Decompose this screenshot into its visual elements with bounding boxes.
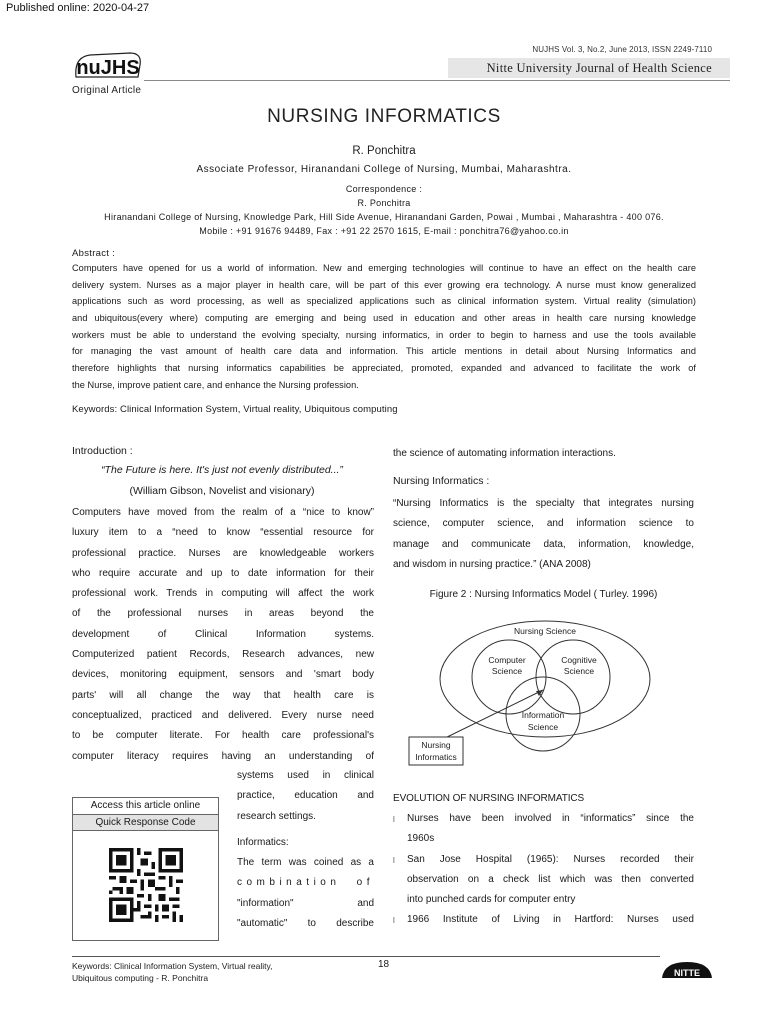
body-line: development of Clinical Information systems. <box>72 628 374 640</box>
body-line: who require accurate and up to date information for their <box>72 567 374 579</box>
intro-quote: “The Future is here. It's just not evenly distributed...” <box>101 464 343 476</box>
nursing-informatics-body <box>393 494 694 575</box>
bullet-icon: l <box>393 815 395 824</box>
introduction-heading: Introduction : <box>72 445 133 457</box>
body-line: computer literacy requires having an understanding of <box>72 750 374 762</box>
intro-quote-attribution: (William Gibson, Novelist and visionary) <box>129 485 315 497</box>
body-line: the science of automating information interactions. <box>393 448 616 459</box>
body-line: devices, monitoring equipment, sensors and 'smart body <box>72 669 374 681</box>
qr-code-label: Quick Response Code <box>73 815 218 831</box>
logo-text: nuJHS <box>76 57 140 79</box>
correspondence-address: Hiranandani College of Nursing, Knowledge Park, Hill Side Avenue, Hiranandani Garden, Powai , Mumbai , Maharashtra - 400 076. <box>104 212 664 222</box>
evolution-heading: EVOLUTION OF NURSING INFORMATICS <box>393 793 585 804</box>
author-affiliation: Associate Professor, Hiranandani College of Nursing, Mumbai, Maharashtra. <box>196 164 572 175</box>
correspondence-name: R. Ponchitra <box>357 198 411 208</box>
body-line: to be computer literate. For health care professional's <box>72 730 374 742</box>
cognitive-science-label-2: Science <box>563 666 595 676</box>
footer-line: Ubiquitous computing - R. Ponchitra <box>72 973 209 983</box>
list-item-line: observation on a check list which was then converted <box>407 873 694 885</box>
article-type: Original Article <box>72 85 142 96</box>
informatics-continued <box>393 444 694 464</box>
list-item-line: San Jose Hospital (1965): Nurses recorded their <box>407 853 694 865</box>
body-line: and wisdom in nursing practice.” (ANA 2008) <box>393 558 591 570</box>
abstract-line: and ubiquitous(every where) computing are emerging and being used in education and other areas in health care nursing knowledge <box>72 313 696 324</box>
body-line: combination of <box>237 877 374 889</box>
nursing-science-label: Nursing Science <box>514 626 576 636</box>
keywords: Keywords: Clinical Information System, Virtual reality, Ubiquitous computing <box>72 404 398 415</box>
nursing-informatics-heading: Nursing Informatics : <box>393 475 490 487</box>
correspondence-heading: Correspondence : <box>345 184 423 194</box>
list-item <box>393 809 694 850</box>
body-line: of the professional nurses in areas beyond the <box>72 608 374 620</box>
footer-divider <box>72 956 660 957</box>
body-line: science, computer science, and information science to <box>393 518 694 530</box>
list-item <box>393 910 694 930</box>
journal-logo <box>72 47 144 81</box>
body-line: “Nursing Informatics is the specialty that integrates nursing <box>393 498 694 509</box>
published-date: Published online: 2020-04-27 <box>6 2 150 14</box>
page-number: 18 <box>378 959 390 970</box>
access-online-box <box>72 797 219 941</box>
nursing-informatics-label-1: Nursing <box>421 740 451 750</box>
abstract-line: the Nurse, improve patient care, and enhance the Nursing profession. <box>72 379 359 390</box>
abstract-line: therefore highlights that nursing informatics capabilities be appreciated, promoted, expanded and advanced to facilitate the work of <box>72 363 696 374</box>
publisher-logo <box>660 958 714 984</box>
body-line: luxury item to a “need to know “essential resource for <box>72 527 374 539</box>
figure-caption: Figure 2 : Nursing Informatics Model ( Turley. 1996) <box>429 589 658 600</box>
computer-science-circle <box>472 640 546 714</box>
journal-name: Nitte University Journal of Health Science <box>486 61 712 75</box>
body-line: Computers have moved from the realm of a “nice to know” <box>72 507 374 518</box>
computer-science-label-2: Science <box>491 666 523 676</box>
article-title: NURSING INFORMATICS <box>267 106 501 127</box>
computer-science-label-1: Computer <box>488 655 526 665</box>
body-line: "information" and <box>237 897 374 909</box>
footer-running-title <box>72 960 272 984</box>
abstract-line: applications such as word processing, as well as specialized applications such as clinical information system. Virtual reality (simulation) <box>72 296 696 307</box>
list-item <box>393 850 694 911</box>
publisher-logo-text: NITTE <box>674 968 700 978</box>
list-item-line: 1966 Institute of Living in Hartford: Nurses used <box>407 914 694 926</box>
cognitive-science-label-1: Cognitive <box>561 655 597 665</box>
list-item-line: into punched cards for computer entry <box>407 894 576 906</box>
body-line: professional work. Trends in computing will affect the work <box>72 588 374 600</box>
abstract-body <box>72 263 696 397</box>
header-divider <box>144 80 730 81</box>
journal-meta: NUJHS Vol. 3, No.2, June 2013, ISSN 2249-7110 <box>532 45 712 54</box>
mid-column-body <box>237 766 374 934</box>
body-line: manage and communicate data, information, knowledge, <box>393 538 694 550</box>
body-line: practice, education and <box>237 790 374 802</box>
abstract-line: workers must be able to understand the evolving specialty, nursing informatics, in order to begin to harness and use the tools available <box>72 329 696 340</box>
abstract-line: Computers have opened for us a world of information. New and emerging technologies will continue to have an effect on the health care <box>72 263 696 273</box>
abstract-line: for managing the vast amount of health care data and information. This article mentions in detail about Nursing Informatics and <box>72 346 696 357</box>
list-item-line: 1960s <box>407 833 435 845</box>
introduction-body <box>72 503 374 767</box>
access-online-label: Access this article online <box>73 798 218 815</box>
informatics-heading: Informatics: <box>237 836 289 848</box>
nursing-informatics-label-2: Informatics <box>415 752 457 762</box>
nursing-informatics-venn-diagram <box>405 610 695 770</box>
body-line: parts' will all change the way that health care is <box>72 689 374 701</box>
bullet-icon: l <box>393 916 395 926</box>
author-name: R. Ponchitra <box>352 145 416 157</box>
correspondence-contact: Mobile : +91 91676 94489, Fax : +91 22 2570 1615, E-mail : ponchitra76@yahoo.co.in <box>199 226 569 236</box>
footer-line: Keywords: Clinical Information System, Virtual reality, <box>72 961 273 971</box>
body-line: "automatic" to describe <box>237 918 374 930</box>
bullet-icon: l <box>393 855 395 865</box>
body-line: systems used in clinical <box>237 770 374 781</box>
body-line: professional practice. Nurses are knowledgeable workers <box>72 547 374 559</box>
body-line: research settings. <box>237 810 316 822</box>
qr-code-icon[interactable] <box>109 848 183 922</box>
evolution-list <box>393 809 694 931</box>
information-science-label-2: Science <box>527 722 559 732</box>
abstract-heading: Abstract : <box>72 248 116 259</box>
body-line: Computerized patient Records, Research advances, new <box>72 649 374 661</box>
abstract-line: delivery system. Nurses as a major player in health care, will be part of this ever growing era technology. A nurse must know generalized <box>72 279 696 290</box>
body-line: The term was coined as a <box>237 857 374 869</box>
body-line: conceptualized, practiced and delivered. Every nurse need <box>72 709 374 721</box>
information-science-label-1: Information <box>521 710 565 720</box>
list-item-line: Nurses have been involved in “informatics” since the <box>407 813 694 824</box>
